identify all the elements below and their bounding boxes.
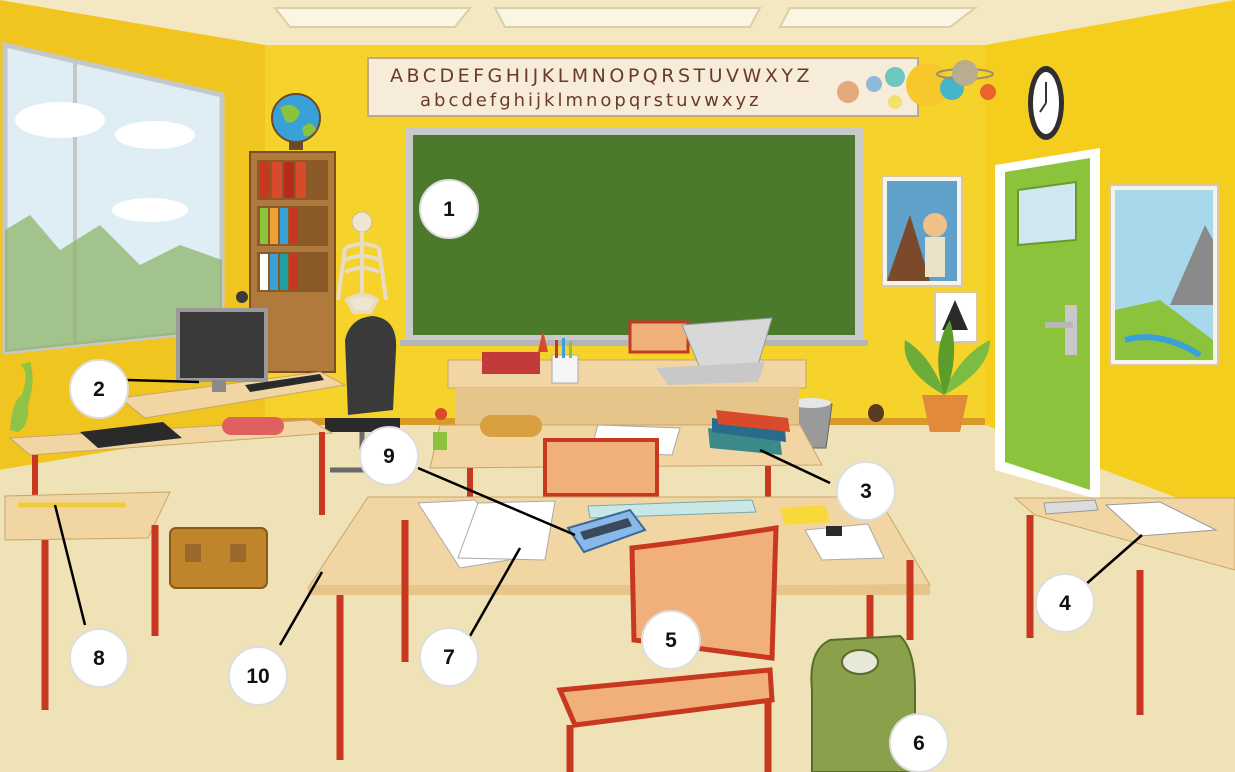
window xyxy=(5,45,222,352)
water-cycle-poster xyxy=(1110,185,1218,365)
marker-7 xyxy=(420,628,478,686)
alphabet-banner xyxy=(368,58,918,116)
svg-text:4: 4 xyxy=(1059,592,1071,615)
svg-text:1: 1 xyxy=(443,198,455,221)
marker-6 xyxy=(890,714,948,772)
chalkboard xyxy=(400,127,868,346)
marker-10 xyxy=(229,647,287,705)
svg-text:10: 10 xyxy=(246,665,270,688)
small-poster xyxy=(935,292,977,342)
marker-9 xyxy=(360,427,418,485)
svg-text:3: 3 xyxy=(860,480,872,503)
svg-text:7: 7 xyxy=(443,646,455,669)
svg-text:2: 2 xyxy=(93,378,105,401)
classroom-door xyxy=(995,148,1100,500)
svg-text:6: 6 xyxy=(913,732,925,755)
alphabet-uppercase: ABCDEFGHIJKLMNOPQRSTUVWXYZ xyxy=(390,65,813,87)
sticky-notes xyxy=(780,505,830,525)
mouse-hole xyxy=(868,404,884,422)
svg-text:9: 9 xyxy=(383,445,395,468)
marker-8 xyxy=(70,629,128,687)
marker-5 xyxy=(642,611,700,669)
svg-text:8: 8 xyxy=(93,647,105,670)
marker-3 xyxy=(837,462,895,520)
student-chair-middle xyxy=(545,440,657,495)
school-satchel xyxy=(170,528,267,588)
marker-4 xyxy=(1036,574,1094,632)
teacher-books xyxy=(482,352,540,374)
marker-2 xyxy=(70,360,128,418)
svg-text:5: 5 xyxy=(665,629,677,652)
marker-1 xyxy=(420,180,478,238)
volcano-poster xyxy=(882,176,962,286)
wall-clock xyxy=(1028,66,1064,140)
alphabet-lowercase: abcdefghijklmnopqrstuvwxyz xyxy=(420,90,762,111)
